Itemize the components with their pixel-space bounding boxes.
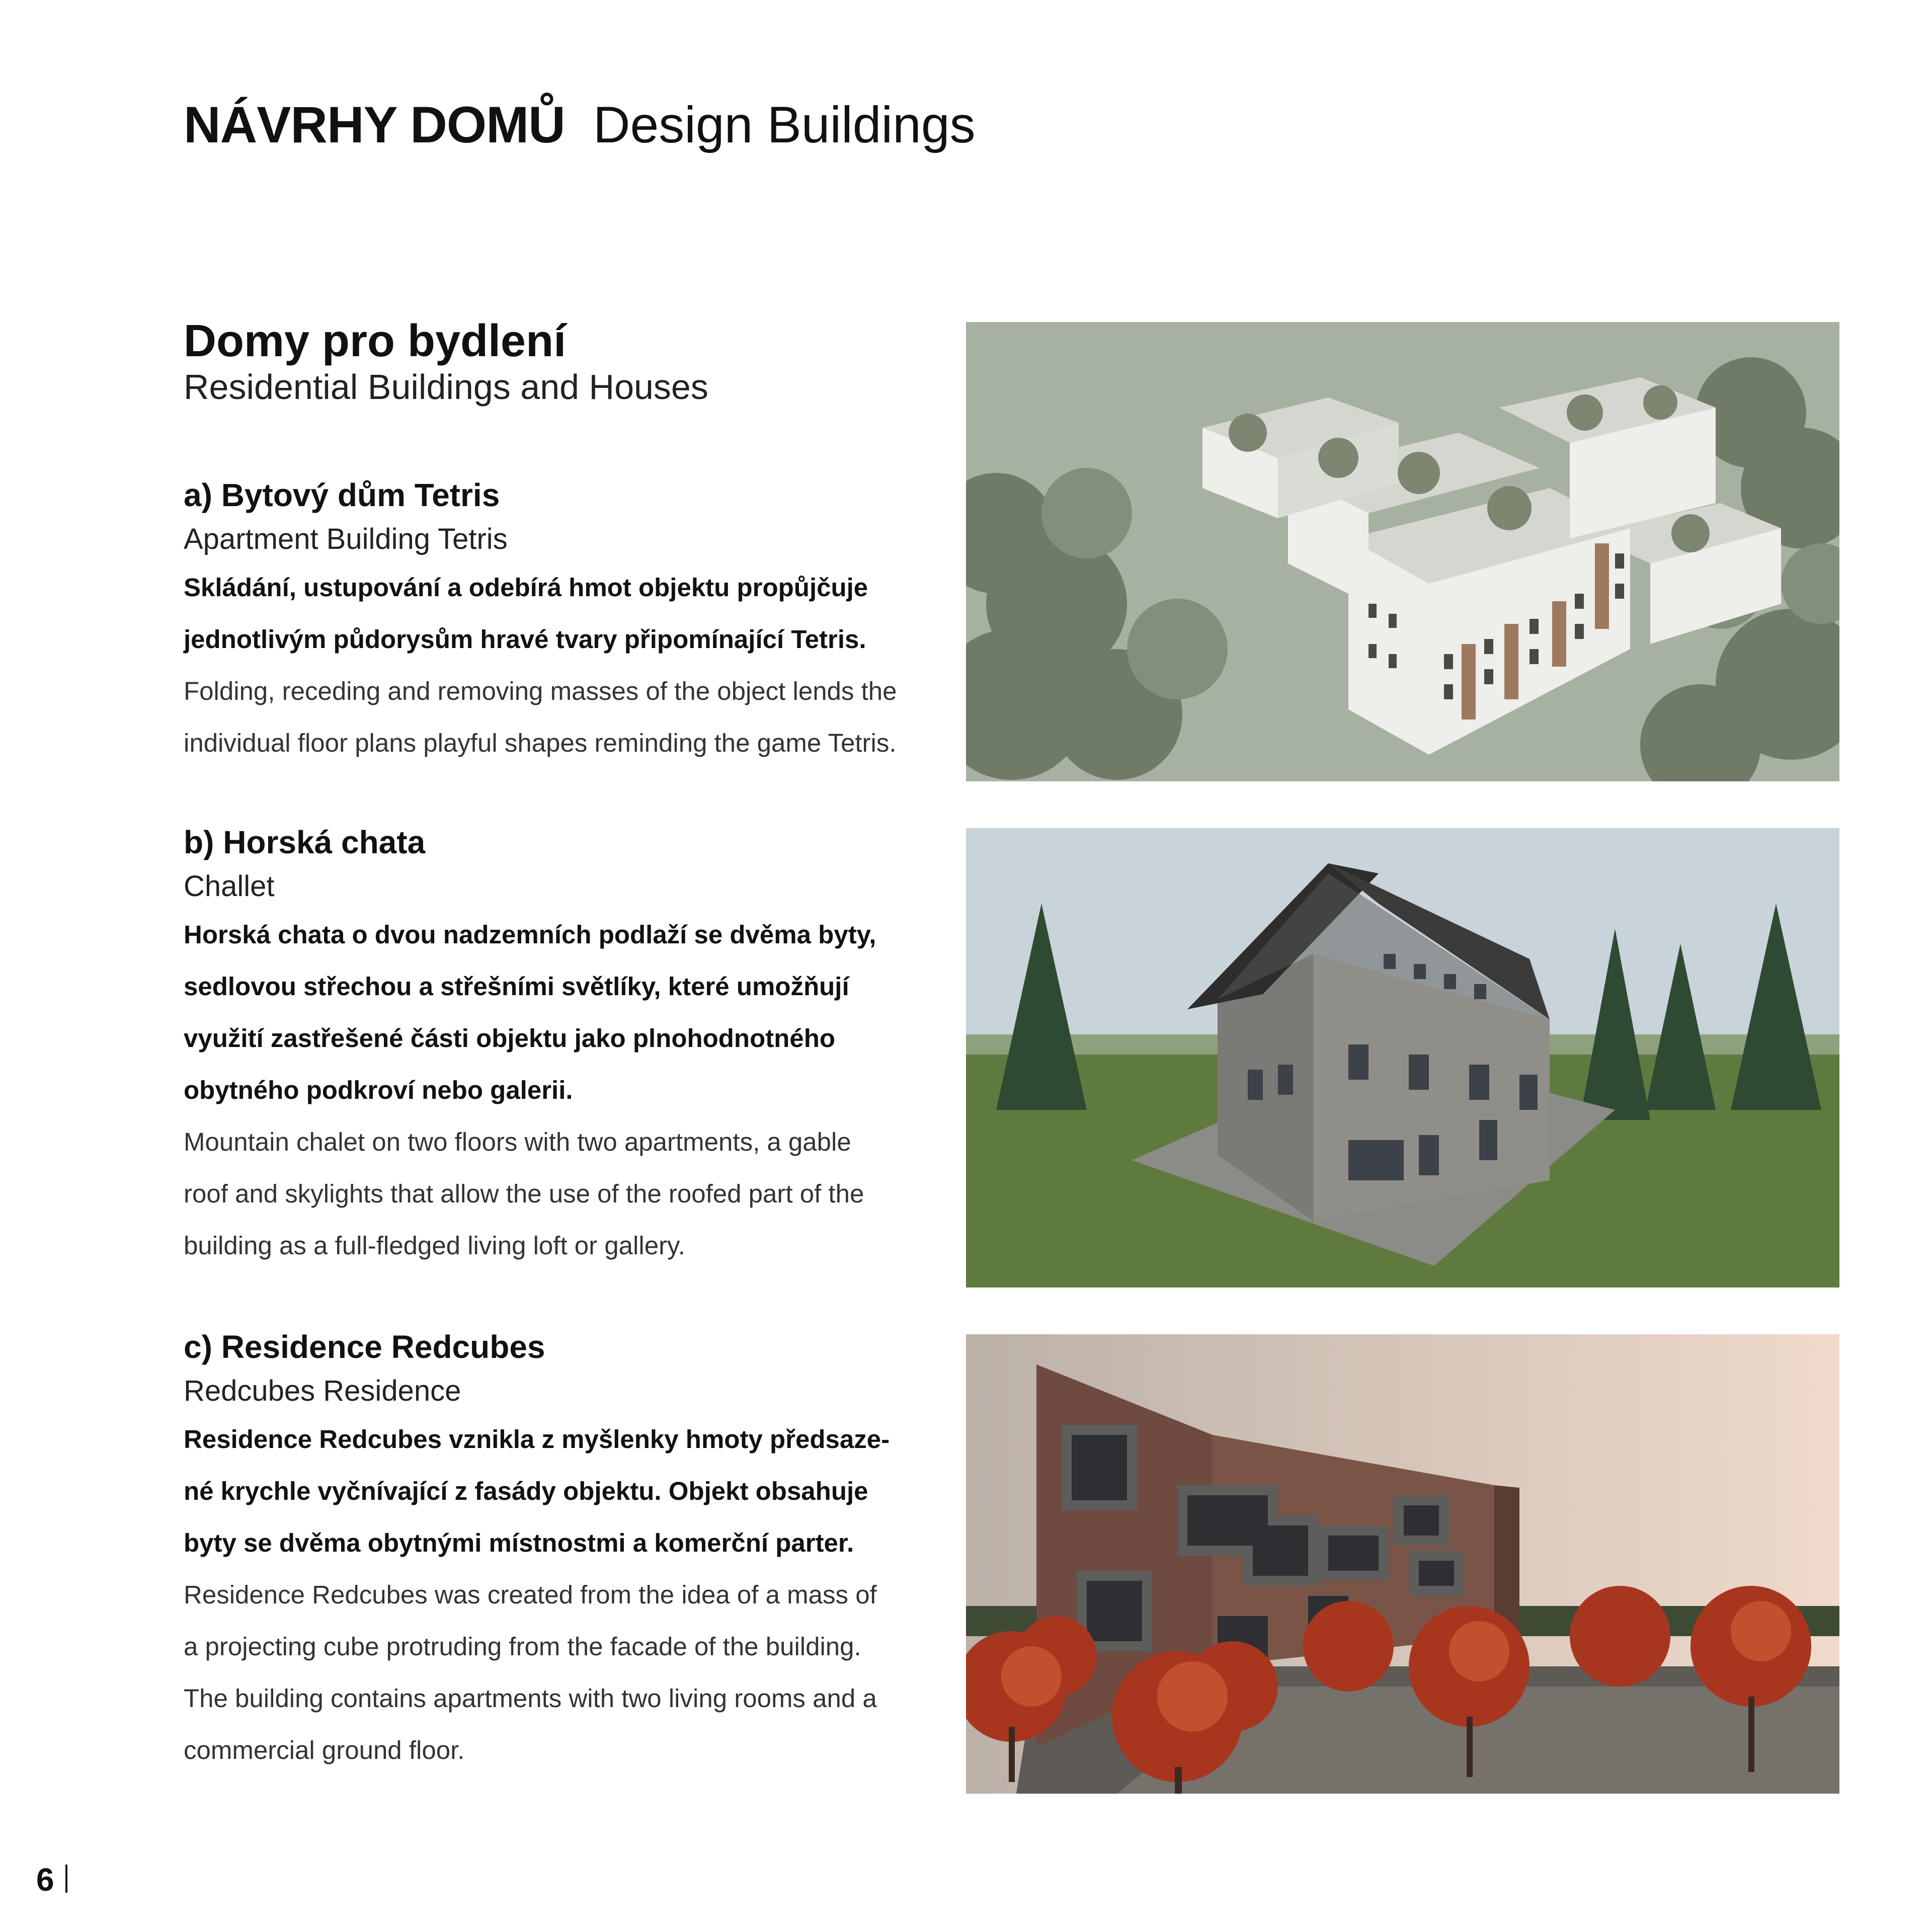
project-text-cz-line: né krychle vyčnívající z fasády objektu. Objekt obsahuje [184, 1477, 868, 1505]
chalet-render-image [966, 828, 1839, 1287]
project-text-en-line: roof and skylights that allow the use of the roofed part of the [184, 1179, 864, 1208]
section-heading [184, 316, 938, 408]
project-title: a) Bytový dům Tetris [184, 477, 500, 513]
tetris-render-image [966, 322, 1839, 781]
project-text-en-line: a projecting cube protruding from the facade of the building. [184, 1632, 861, 1661]
project-text-en-line: individual floor plans playful shapes reminding the game Tetris. [184, 729, 897, 757]
project-subtitle: Redcubes Residence [184, 1375, 461, 1407]
page-number-divider [65, 1865, 67, 1893]
project-text-cz-line: Skládání, ustupování a odebírá hmot objektu propůjčuje [184, 573, 868, 602]
page-number-value: 6 [36, 1862, 54, 1898]
page-title-cz: NÁVRHY DOMŮ [184, 96, 565, 153]
page-title-en: Design Buildings [593, 96, 976, 153]
project-text-en-line: building as a full-fledged living loft or gallery. [184, 1231, 685, 1260]
project-text-cz-line: jednotlivým půdorysům hravé tvary připomínající Tetris. [184, 625, 866, 654]
project-text-cz-line: využití zastřešené části objektu jako plnohodnotného [184, 1024, 836, 1053]
project-subtitle: Apartment Building Tetris [184, 523, 508, 555]
project-text-cz-line: byty se dvěma obytnými místnostmi a komerční parter. [184, 1528, 854, 1557]
project-text-en-line: Mountain chalet on two floors with two apartments, a gable [184, 1128, 851, 1156]
redcubes-render-image [966, 1334, 1839, 1794]
section-subtitle: Residential Buildings and Houses [184, 367, 708, 407]
project-text-cz-line: Residence Redcubes vznikla z myšlenky hmoty předsaze- [184, 1425, 890, 1454]
project-title: b) Horská chata [184, 824, 426, 860]
project-chalet [184, 820, 938, 1271]
project-subtitle: Challet [184, 870, 275, 903]
page-title [184, 95, 976, 155]
project-redcubes [184, 1325, 938, 1776]
project-text-en-line: The building contains apartments with two living rooms and a [184, 1684, 877, 1713]
project-text-en-line: Residence Redcubes was created from the idea of a mass of [184, 1580, 877, 1609]
project-text-en-line: Folding, receding and removing masses of the object lends the [184, 677, 897, 705]
project-text-cz-line: Horská chata o dvou nadzemních podlaží se dvěma byty, [184, 920, 876, 949]
page-number [36, 1860, 67, 1900]
project-title: c) Residence Redcubes [184, 1329, 545, 1365]
project-text-en-line: commercial ground floor. [184, 1736, 465, 1764]
project-text-cz-line: sedlovou střechou a střešními světlíky, které umožňují [184, 972, 849, 1001]
project-text-cz-line: obytného podkroví nebo galerii. [184, 1076, 573, 1104]
project-tetris [184, 473, 938, 769]
section-title: Domy pro bydlení [184, 316, 567, 366]
